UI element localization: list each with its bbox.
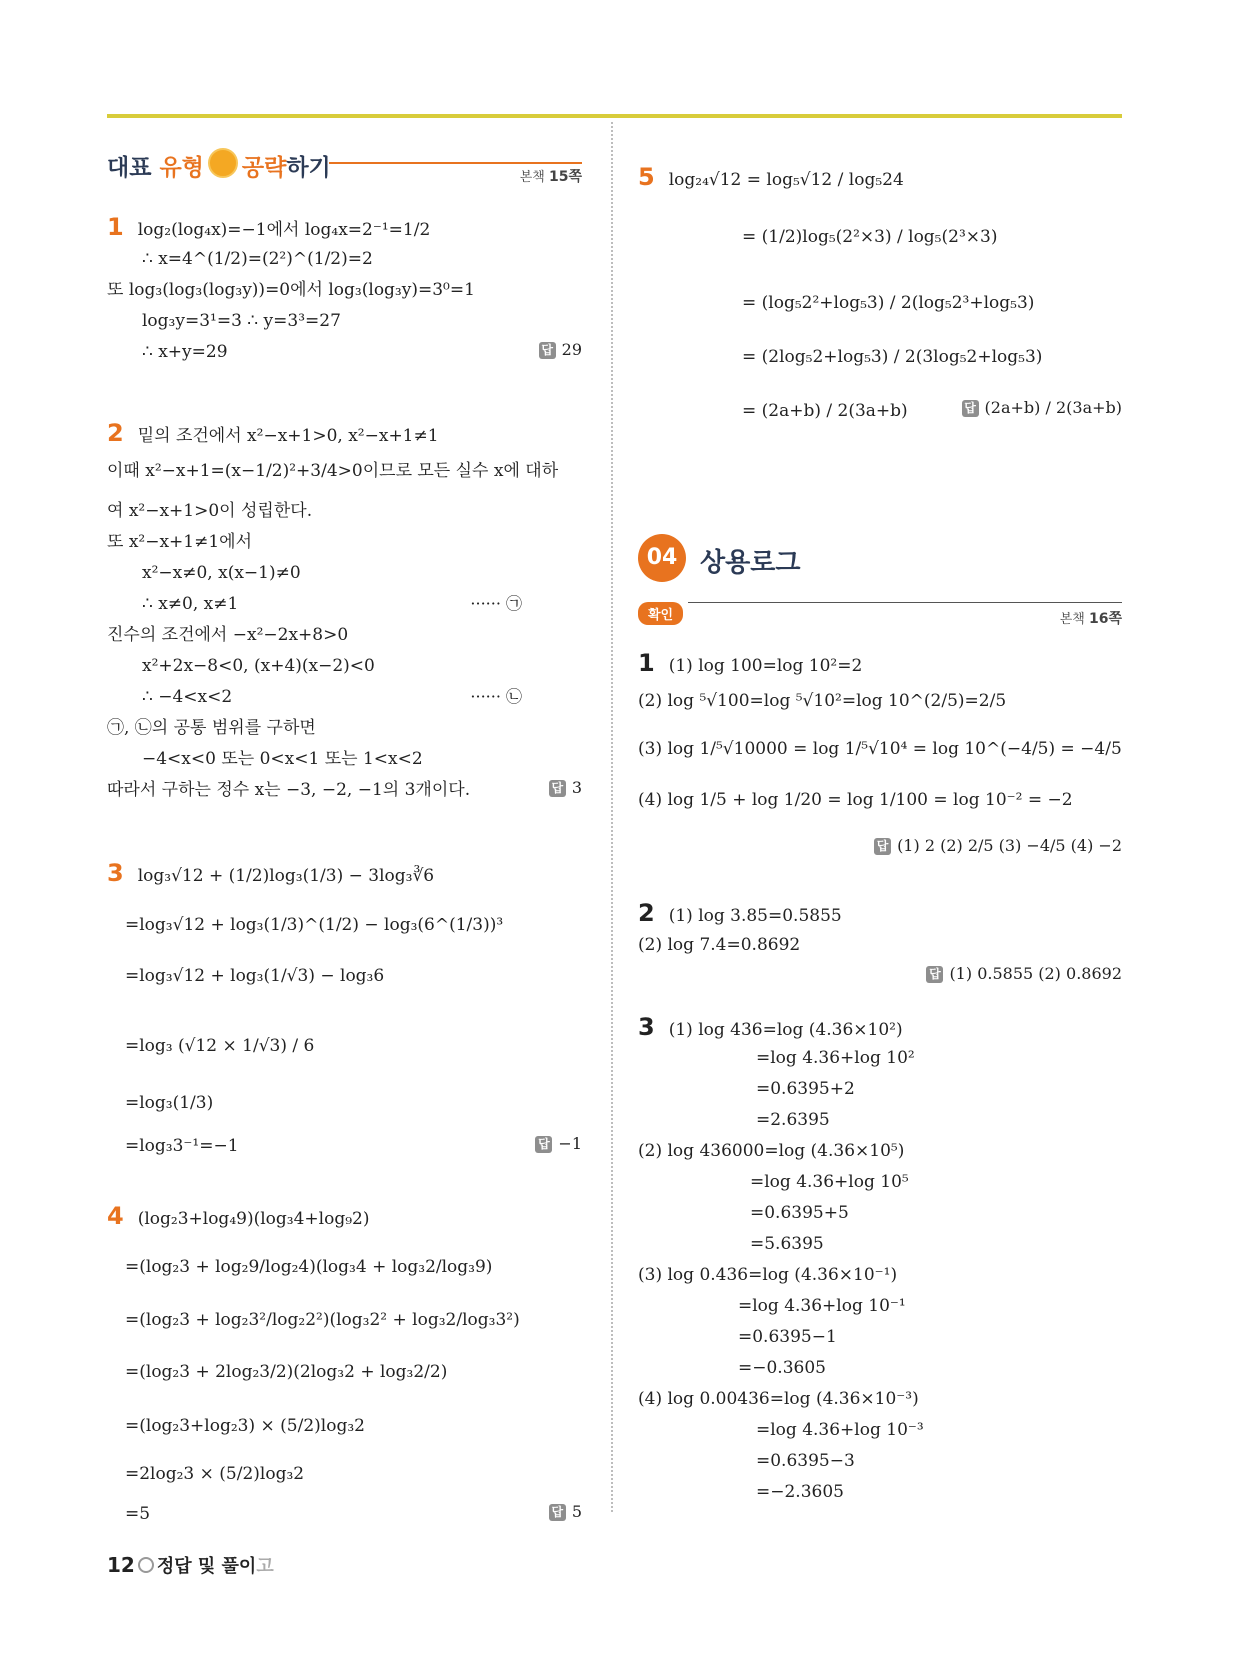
p2-answer: 답 3 — [549, 778, 582, 797]
section-header — [107, 148, 582, 184]
p4-answer: 답 5 — [549, 1502, 582, 1521]
q3-line-15: =0.6395−3 — [756, 1451, 855, 1471]
q2-answer: 답 (1) 0.5855 (2) 0.8692 — [926, 964, 1122, 983]
page-reference-16: 본책 16쪽 — [1059, 611, 1122, 627]
confirm-badge: 확인 — [638, 602, 683, 625]
q3-line-9: (3) log 0.436=log (4.36×10⁻¹) — [638, 1265, 898, 1285]
p2-line-8: x²+2x−8<0, (x+4)(x−2)<0 — [142, 656, 375, 676]
p3-answer: 답 −1 — [535, 1134, 582, 1153]
p2-mark-b: ······ ㉡ — [470, 687, 522, 706]
page-reference: 본책 15쪽 — [519, 169, 582, 185]
p3-line-3: =log₃√12 + log₃(1/√3) − log₃6 — [125, 966, 385, 986]
p2-mark-a: ······ ㉠ — [470, 594, 522, 613]
q3-line-5: (2) log 436000=log (4.36×10⁵) — [638, 1141, 905, 1161]
q1-line-1: 1 (1) log 100=log 10²=2 — [638, 649, 863, 677]
q3-line-16: =−2.3605 — [756, 1482, 844, 1502]
p1-line-4: log₃y=3¹=3 ∴ y=3³=27 — [142, 311, 341, 331]
p4-line-4: =(log₂3 + 2log₂3/2)(2log₃2 + log₃2/2) — [125, 1362, 448, 1382]
p2-line-6: ∴ x≠0, x≠1 — [142, 594, 239, 614]
p2-line-3: 여 x²−x+1>0이 성립한다. — [107, 501, 313, 521]
p2-line-1: 2 밑의 조건에서 x²−x+1>0, x²−x+1≠1 — [107, 419, 439, 447]
q1-line-3: (3) log 1/⁵√10000 = log 1/⁵√10⁴ = log 10^(−4/5) = −4/5 — [638, 739, 1122, 759]
q3-line-14: =log 4.36+log 10⁻³ — [756, 1420, 924, 1440]
p1-line-3: 또 log₃(log₃(log₃y))=0에서 log₃(log₃y)=3⁰=1 — [107, 280, 475, 300]
p5-answer: 답 (2a+b) / 2(3a+b) — [962, 398, 1122, 417]
section-rule — [329, 162, 582, 164]
p3-line-1: 3 log₃√12 + (1/2)log₃(1/3) − 3log₃∛6 — [107, 859, 435, 887]
section-04-header — [638, 534, 1122, 584]
q1-answer: 답 (1) 2 (2) 2/5 (3) −4/5 (4) −2 — [874, 836, 1122, 855]
q3-line-10: =log 4.36+log 10⁻¹ — [738, 1296, 906, 1316]
p2-line-11: −4<x<0 또는 0<x<1 또는 1<x<2 — [142, 749, 423, 769]
p2-line-5: x²−x≠0, x(x−1)≠0 — [142, 563, 301, 583]
q3-line-11: =0.6395−1 — [738, 1327, 837, 1347]
p5-line-5: = (2a+b) / 2(3a+b) — [742, 401, 908, 421]
q1-line-2: (2) log ⁵√100=log ⁵√10²=log 10^(2/5)=2/5 — [638, 691, 1007, 711]
q3-line-7: =0.6395+5 — [750, 1203, 849, 1223]
footer-label: 정답 및 풀이 — [156, 1556, 257, 1577]
p2-line-12: 따라서 구하는 정수 x는 −3, −2, −1의 3개이다. — [107, 780, 471, 800]
section-number-badge: 04 — [638, 534, 686, 582]
confirm-bar — [638, 602, 1122, 626]
q3-line-8: =5.6395 — [750, 1234, 824, 1254]
q3-line-12: =−0.3605 — [738, 1358, 826, 1378]
p1-line-2: ∴ x=4^(1/2)=(2²)^(1/2)=2 — [142, 249, 373, 269]
p2-line-9: ∴ −4<x<2 — [142, 687, 233, 707]
p4-line-2: =(log₂3 + log₂9/log₂4)(log₃4 + log₃2/log₃9) — [125, 1257, 493, 1277]
p3-line-5: =log₃(1/3) — [125, 1093, 214, 1113]
p5-line-1: 5 log₂₄√12 = log₅√12 / log₅24 — [638, 163, 904, 191]
page-footer: 12 정답 및 풀이고 — [107, 1553, 274, 1577]
p4-line-1: 4 (log₂3+log₄9)(log₃4+log₉2) — [107, 1202, 370, 1230]
q2-line-1: 2 (1) log 3.85=0.5855 — [638, 899, 842, 927]
confirm-rule — [688, 602, 1122, 603]
q3-line-3: =0.6395+2 — [756, 1079, 855, 1099]
p1-line-5: ∴ x+y=29 — [142, 342, 228, 362]
p3-line-2: =log₃√12 + log₃(1/3)^(1/2) − log₃(6^(1/3))³ — [125, 915, 504, 935]
q3-line-6: =log 4.36+log 10⁵ — [750, 1172, 909, 1192]
q1-line-4: (4) log 1/5 + log 1/20 = log 1/100 = log 10⁻² = −2 — [638, 790, 1073, 810]
p1-answer: 답 29 — [539, 340, 582, 359]
q3-line-2: =log 4.36+log 10² — [756, 1048, 915, 1068]
p4-line-6: =2log₂3 × (5/2)log₃2 — [125, 1464, 305, 1484]
p5-line-2: = (1/2)log₅(2²×3) / log₅(2³×3) — [742, 227, 998, 247]
p5-line-4: = (2log₅2+log₅3) / 2(3log₅2+log₅3) — [742, 347, 1043, 367]
p2-line-10: ㉠, ㉡의 공통 범위를 구하면 — [107, 718, 316, 738]
p4-line-3: =(log₂3 + log₂3²/log₂2²)(log₃2² + log₃2/log₃3²) — [125, 1310, 520, 1330]
top-rule — [107, 114, 1122, 118]
q3-line-4: =2.6395 — [756, 1110, 830, 1130]
q3-line-1: 3 (1) log 436=log (4.36×10²) — [638, 1013, 903, 1041]
section-04-title: 상용로그 — [700, 548, 801, 578]
p3-line-4: =log₃ (√12 × 1/√3) / 6 — [125, 1036, 315, 1056]
q2-line-2: (2) log 7.4=0.8692 — [638, 935, 801, 955]
p1-line-1: 1 log₂(log₄x)=−1에서 log₄x=2⁻¹=1/2 — [107, 213, 431, 241]
page-number: 12 — [107, 1553, 135, 1577]
p5-line-3: = (log₅2²+log₅3) / 2(log₅2³+log₅3) — [742, 293, 1035, 313]
p2-line-4: 또 x²−x+1≠1에서 — [107, 532, 253, 552]
medal-icon — [208, 148, 238, 178]
p4-line-7: =5 — [125, 1504, 151, 1524]
p4-line-5: =(log₂3+log₂3) × (5/2)log₃2 — [125, 1416, 365, 1436]
p3-line-6: =log₃3⁻¹=−1 — [125, 1136, 239, 1156]
section-title: 대표 유형 공략하기 — [107, 155, 331, 181]
q3-line-13: (4) log 0.00436=log (4.36×10⁻³) — [638, 1389, 919, 1409]
footer-circle-icon — [138, 1557, 154, 1573]
p2-line-7: 진수의 조건에서 −x²−2x+8>0 — [107, 625, 349, 645]
column-separator — [611, 122, 613, 1512]
p2-line-2: 이때 x²−x+1=(x−1/2)²+3/4>0이므로 모든 실수 x에 대하 — [107, 461, 559, 481]
